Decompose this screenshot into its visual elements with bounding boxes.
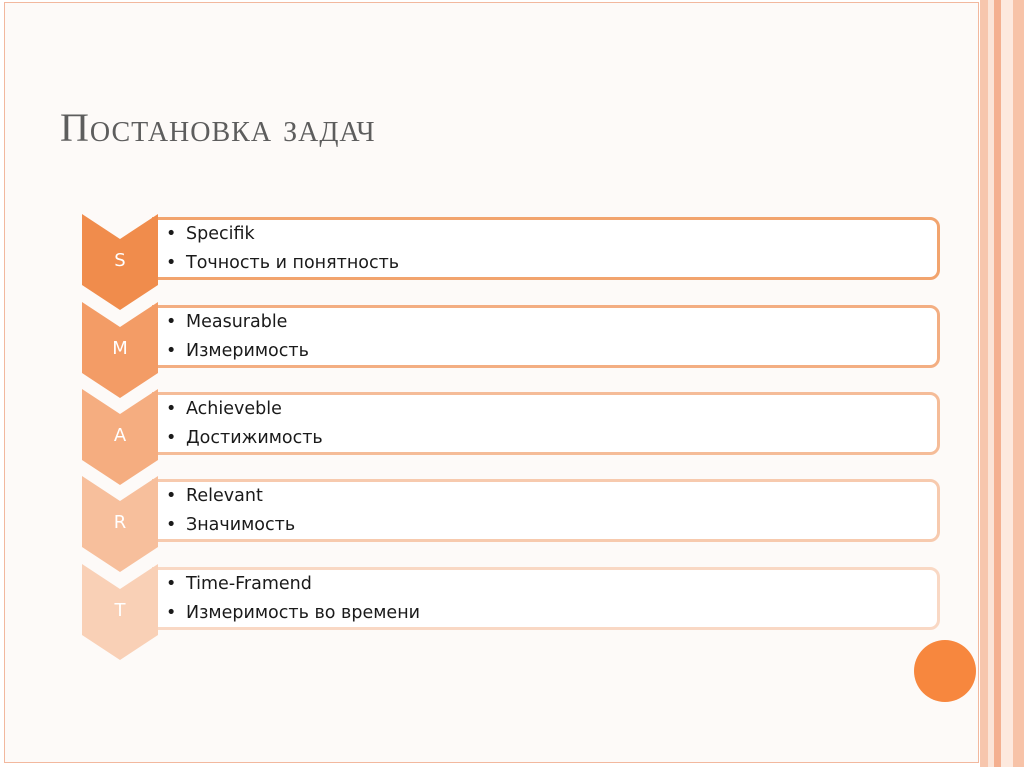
stripe — [1001, 0, 1013, 767]
bullet-text: Time-Framend — [186, 574, 312, 594]
bullet-dot: • — [166, 341, 177, 361]
smart-row-a — [82, 389, 942, 485]
stripe — [1013, 0, 1024, 767]
bullet-dot: • — [166, 312, 177, 332]
bullet-item — [166, 570, 420, 599]
stripe — [994, 0, 1001, 767]
bullet-text: Measurable — [186, 312, 288, 332]
bullet-dot: • — [166, 399, 177, 419]
bullet-item — [166, 424, 323, 453]
bullet-item — [166, 599, 420, 628]
bullet-list — [166, 482, 295, 540]
smart-row-m — [82, 302, 942, 398]
bullet-list — [166, 395, 323, 453]
chevron-letter: S — [114, 250, 126, 271]
bullet-dot: • — [166, 486, 177, 506]
smart-row-t — [82, 564, 942, 660]
smart-row-s — [82, 214, 942, 310]
bullet-item — [166, 482, 295, 511]
bullet-item — [166, 337, 309, 366]
bullet-dot: • — [166, 224, 177, 244]
bullet-text: Измеримость во времени — [186, 603, 421, 623]
bullet-dot: • — [166, 603, 177, 623]
bullet-dot: • — [166, 253, 177, 273]
bullet-dot: • — [166, 574, 177, 594]
decorative-stripes — [980, 0, 1024, 767]
bullet-dot: • — [166, 428, 177, 448]
chevron-letter: M — [112, 338, 128, 359]
bullet-item — [166, 511, 295, 540]
bullet-text: Измеримость — [186, 341, 309, 361]
bullet-list — [166, 220, 399, 278]
chevron-letter: A — [113, 425, 127, 446]
bullet-text: Точность и понятность — [186, 253, 400, 273]
chevron-letter: T — [114, 600, 126, 621]
bullet-item — [166, 249, 399, 278]
bullet-item — [166, 220, 399, 249]
bullet-text: Значимость — [186, 515, 296, 535]
chevron-letter: R — [113, 512, 127, 533]
bullet-text: Relevant — [186, 486, 263, 506]
bullet-item — [166, 395, 323, 424]
bullet-list — [166, 570, 420, 628]
bullet-item — [166, 308, 309, 337]
smart-row-r — [82, 476, 942, 572]
bullet-text: Достижимость — [186, 428, 323, 448]
bullet-dot: • — [166, 515, 177, 535]
decorative-circle — [914, 640, 976, 702]
slide-title: Постановка задач — [60, 105, 376, 150]
bullet-text: Achieveble — [186, 399, 282, 419]
bullet-text: Specifik — [186, 224, 255, 244]
stripe — [980, 0, 988, 767]
bullet-list — [166, 308, 309, 366]
